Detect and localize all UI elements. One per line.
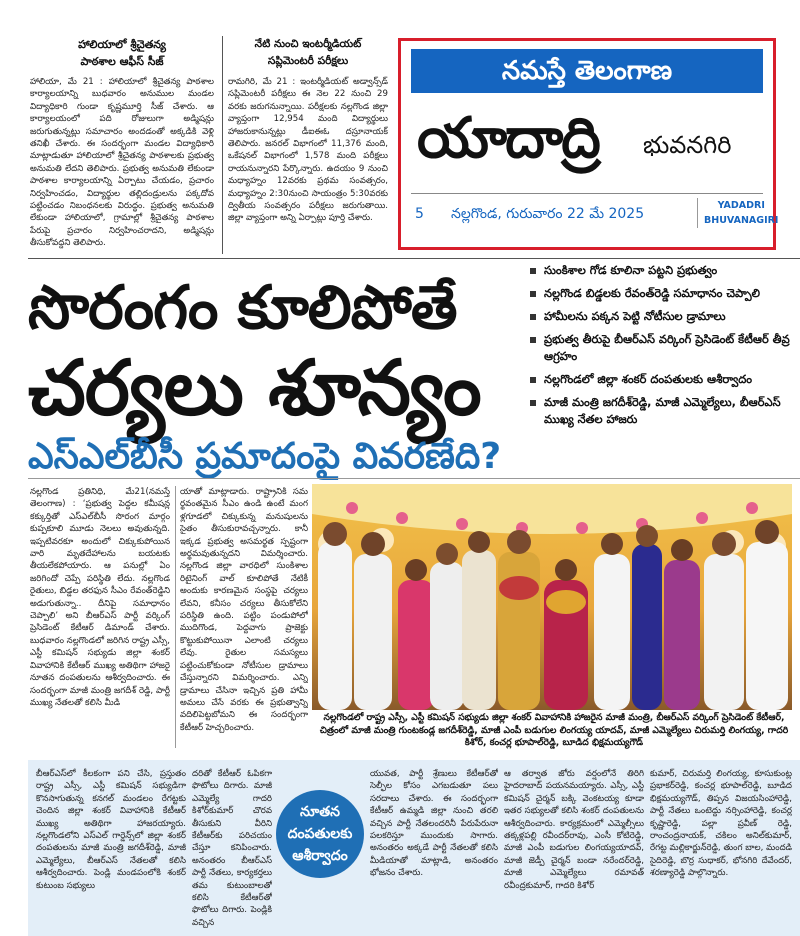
masthead-info-bar — [411, 193, 779, 238]
masthead-district-small: భువనగిరి — [643, 131, 732, 159]
section-divider — [28, 258, 800, 259]
wedding-photo — [312, 484, 792, 710]
edition-number: 5 — [415, 206, 424, 222]
story-headline — [30, 36, 214, 70]
main-headline-line-2: చర్యలు శూన్యం — [28, 343, 481, 432]
bottom-story-column-2: దరితో కేటీఆర్ ఓపికగా ఫొటోలు దిగారు. మాజీ ఎమ్మెల్యే గాదరి కిశోర్‌కుమార్ చొరవ తీసుకుని వీరిని కేటీఆర్‌కు పరిచయం చేస్తూ కనిపించారు. అనంతరం బీఆర్‌ఎస్ పార్టీ నేతలు, కార్యకర్తలు తమ కుటుంబాలతో కలిసి కేటీఆర్‌తో ఫొటోలు దిగారు. పెండ్లికి వచ్చిన — [192, 769, 272, 928]
masthead-district-big: యాదాద్రి — [417, 106, 599, 171]
masthead — [398, 38, 779, 250]
column-divider — [222, 36, 223, 254]
highlight-bullets — [530, 262, 792, 434]
story-headline — [228, 36, 388, 70]
main-headline-line-1: సొరంగం కూలిపోతే — [28, 273, 457, 343]
english-name-line: YADADRI — [717, 200, 765, 211]
main-story-column-1: నల్లగొండ ప్రతినిధి, మే21(నమస్తే తెలంగాణ) : ‘ప్రభుత్వ పెద్దల కమీషన్ల కక్కుర్తితో ఎస్ఎల్‌బీసీ సొరంగ మార్గం కుప్పకూలి మూడు నెలలు అవుతున్నది. ఇప్పటివరకూ అందులో చిక్కుకుపోయిన వారి మృతదేహాలను బయటకు తీయలేకపోయారు. ఆ పనుల్లో ఏం జరిగిందో చెప్పే పరిస్థితి లేదు. నల్లగొండ రైతులు, బిడ్డల తరఫున సీఎం రేవంత్‌రెడ్డిని అడుగుతున్నా.. దీనిపై సమాధానం చెప్పాలి’ అని బీఆర్‌ఎస్ పార్టీ వర్కింగ్ ప్రెసిడెంట్ కేటీఆర్ డిమాండ్ చేశారు. బుధవారం నల్లగొండలో జరిగిన రాష్ట్ర ఎస్సీ, ఎస్టీ కమిషన్ సభ్యుడు జిల్లా శంకర్ వివాహానికి కేటీఆర్ ముఖ్య అతిథిగా హాజరై నూతన దంపతులను ఆశీర్వదించారు. ఈ సందర్భంగా మాజీ మంత్రి జగదీశ్ రెడ్డి, పార్టీ ముఖ్య నేతలతో కలిసి మీడి — [30, 487, 170, 708]
newlyweds-blessing-badge: నూతన దంపతులకు ఆశీర్వాదం — [276, 790, 364, 878]
story-headline-line: హాలియాలో శ్రీచైతన్య — [78, 38, 166, 51]
bullet-item: హామీలను పక్కన పెట్టి నోటీసుల డ్రామాలు — [530, 308, 792, 325]
story-mid-top — [228, 36, 388, 254]
masthead-english-name — [697, 198, 778, 228]
bullet-item: ప్రభుత్వ తీరుపై బీఆర్‌ఎస్ వర్కింగ్ ప్రెసిడెంట్ కేటీఆర్ తీవ్ర ఆగ్రహం — [530, 331, 792, 365]
story-headline-line: సప్లిమెంటరీ పరీక్షలు — [267, 55, 349, 67]
main-story-column-2: యాతో మాట్లాడారు. రాష్ట్రానికి సమ ర్థవంతమైన సీఎం ఉండి ఉంటే మంగ ళ్లగూడలో చిక్కుకున్న మనుషులను సైతం తీసుకురావచ్చన్నారు. కానీ ఇక్కడ ప్రభుత్వ అసమర్థత స్పష్టంగా అర్థమవుతున్నదని విమర్శించారు. నల్లగొండ జిల్లా వారధిలో సుంకిశాల రిటైనింగ్ వాల్ కూలిపోతే నేటికీ అందుకు కారణమైన సంస్థపై చర్యలు లేవని, కనీసం చర్యలు తీసుకోలేని పరిస్థితి ఉంది. పట్టిం పండుపోలో ముదిగొండ, పెద్దవాగు ప్రాజెక్టు కొట్టుకుపోయినా ఎలాంటి చర్యలు లేవు. రైతుల సమస్యలు పట్టించుకోకుండా నోటీసుల డ్రామాలు చేస్తున్నారని విమర్శించారు. ఎన్ని డ్రామాలు చేసినా ఇచ్చిన ప్రతి హామీ అమలు చేసే వరకు ఈ ప్రభుత్వాన్ని వదిలిపెట్టబోమని ఈ సందర్భంగా కేటీఆర్ హెచ్చరించారు. — [180, 487, 308, 733]
story-headline-line: పాఠశాల ఆఫీస్ సీజ్ — [80, 55, 164, 68]
bottom-story-column-4: ఆ తర్వాత జోరు వర్షంలోనే తిరిగి హైదరాబాద్ పయనమయ్యారు. ఎస్సీ, ఎస్టీ కమిషన్ చైర్మన్ బక్కి వెంకటయ్య కూడా ఇతర సభ్యులతో కలిసి శంకర్ దంపతులను ఆశీర్వదించారు. కార్యక్రమంలో ఎమ్మెల్సీలు తక్కళ్లపల్లి రవీందర్‌రావు, ఎంసీ కోటిరెడ్డి, మాజీ ఎంపీ బడుగుల లింగయ్యయాదవ్, మాజీ జెడ్పీ చైర్మన్ బండా నరేందర్‌రెడ్డి, మాజీ ఎమ్మెల్యేలు రమావత్ రవీంద్రకుమార్, గాదరి కిశోర్ — [504, 769, 644, 891]
bottom-story-column-5: కుమార్, చిరుమర్తి లింగయ్య, కూసుకుంట్ల ప్రభాకర్‌రెడ్డి, కంచర్ల భూపాల్‌రెడ్డి, బూడిద భిక్షమయ్యగౌడ్, తిప్పన విజయసింహారెడ్డి, పార్టీ నేతలు ఒంటెద్దు నర్సింహారెడ్డి, కంచర్ల కృష్ణారెడ్డి, పల్లా ప్రవీణ్ రెడ్డి, రాంచంద్రనాయక్, చకిలం అనిల్‌కుమార్, రేగట్ట మల్లికార్జున్‌రెడ్డి, తుంగ బాల, మందడి సైదిరెడ్డి, బొర్ర సుధాకర్, భోనగిరి దేవేందర్, శరణ్యారెడ్డి పాల్గొన్నారు. — [650, 769, 792, 879]
date-line: నల్లగొండ, గురువారం 22 మే 2025 — [451, 206, 645, 222]
story-headline-line: నేటి నుంచి ఇంటర్మీడియట్ — [254, 38, 362, 50]
bullet-item: మాజీ మంత్రి జగదీశ్‌రెడ్డి, మాజీ ఎమ్మెల్యేలు, బీఆర్‌ఎస్ ముఖ్య నేతల హాజరు — [530, 394, 792, 428]
bottom-story-column-3: యువత, పార్టీ శ్రేణులు కేటీఆర్‌తో సెల్ఫీల కోసం ఎగబడుతూ పలు సరదాలు చేశారు. ఈ సందర్భంగా కేటీఆర్ ఉమ్మడి జిల్లా నుంచి తరలి వచ్చిన పార్టీ నేతలందరినీ పేరుపేరునా పలకరిస్తూ ముందుకు సాగారు. అనంతరం అక్కడే పార్టీ నేతలతో కలిసి మీడియాతో మాట్లాడి, అనంతరం భోజనం చేశారు. — [370, 769, 498, 879]
wedding-photo-image — [312, 484, 792, 710]
sub-headline: ఎస్ఎల్‌బీసీ ప్రమాదంపై వివరణేది? — [28, 436, 502, 477]
photo-caption: నల్లగొండలో రాష్ట్ర ఎస్సీ, ఎస్టీ కమిషన్ సభ్యుడు జిల్లా శంకర్ వివాహానికి హాజరైన మాజీ మంత్రి, బీఆర్‌ఎస్ వర్కింగ్ ప్రెసిడెంట్ కేటీఆర్, చిత్రంలో మాజీ మంత్రి గుంటకండ్ల జగదీశ్‌రెడ్డి, మాజీ ఎంపీ బడుగుల లింగయ్య యాదవ్, మాజీ ఎమ్మెల్యేలు చిరుమర్తి లింగయ్య, గాదరి కిశోర్, కంచర్ల భూపాల్‌రెడ్డి, బూడిద భిక్షమయ్యగౌడ్ — [319, 712, 789, 749]
masthead-paper-name: నమస్తే తెలంగాణ — [411, 49, 763, 93]
bullet-item: నల్లగొండ బిడ్డలకు రేవంత్‌రెడ్డి సమాధానం చెప్పాలి — [530, 285, 792, 302]
story-left-top — [30, 36, 214, 254]
bottom-story-column-1: బీఆర్‌ఎస్‌లో కీలకంగా పని చేసి, ప్రస్తుతం రాష్ట్ర ఎస్సీ, ఎస్టీ కమిషన్ సభ్యుడిగా కొనసాగుతున్న కనగల్ మండలం రేగట్టకు చెందిన జిల్లా శంకర్ వివాహానికి కేటీఆర్ ముఖ్య అతిథిగా హాజరయ్యారు. నల్లగొండలోని ఎస్‌ఎల్ గార్డెన్స్‌లో జిల్లా శంకర్ దంపతులను మాజీ మంత్రి జగదీశ్‌రెడ్డి, మాజీ ఎమ్మెల్యేలు, బీఆర్‌ఎస్ నేతలతో కలిసి ఆశీర్వదించారు. పెండ్లి మండపంలోకి శంకర్ కుటుంబ సభ్యులు — [36, 769, 186, 891]
english-name-line: BHUVANAGIRI — [704, 215, 779, 226]
story-body: హాలియా, మే 21 : హాలియాలో శ్రీచైతన్య పాఠశాల కార్యాలయాన్ని బుధవారం అనుముల మండల విద్యాధికారి గుండా కృష్ణమూర్తి సీజ్ చేశారు. ఆ కార్యాలయంలో పది రోజులుగా అడ్మిషన్లు జరుగుతున్నట్లు సమాచారం అందడంతో అక్కడికి వెళ్లి తనిఖీ చేశారు. ఈ సందర్భంగా మండల విద్యాధికారి మాట్లాడుతూ హాలియాలో శ్రీచైతన్య పాఠశాలకు ప్రభుత్వ అనుమతి లేదని తెలిపారు. ప్రభుత్వ అనుమతి లేకుండా పాఠశాల కార్యాలయాన్ని ఏర్పాటు చేయడం, ప్రచారం నిర్వహించడం, విద్యార్థుల తల్లిదండ్రులను పక్కదోవ పట్టించడం నిబంధనలకు విరుద్ధం. ప్రభుత్వ అనుమతి లేకుండా హాలియాలో, గ్రామాల్లో శ్రీచైతన్య పాఠశాల పేరుపై ప్రచారం నిర్వహించరాదని, అడ్మిషన్లు తీసుకోవద్దని తెలిపారు. — [30, 77, 214, 249]
bullet-item: నల్లగొండలో జిల్లా శంకర్ దంపతులకు ఆశీర్వాదం — [530, 371, 792, 388]
column-divider — [175, 486, 176, 748]
section-divider — [28, 478, 800, 479]
story-body: రామగిరి, మే 21 : ఇంటర్మీడియట్ అడ్వాన్స్‌డ్ సప్లిమెంటరీ పరీక్షలు ఈ నెల 22 నుంచి 29 వరకు జరుగనున్నాయి. పరీక్షలకు నల్లగొండ జిల్లా వ్యాప్తంగా 12,954 మంది విద్యార్థులు హాజరుకానున్నట్లు డీఐఈఓ దస్రూనాయక్ తెలిపారు. జనరల్ విభాగంలో 11,376 మంది, ఒకేషనల్ విభాగంలో 1,578 మంది పరీక్షలు రాయనున్నారని పేర్కొన్నారు. ఉదయం 9 నుంచి మధ్యాహ్నం 12వరకు ప్రథమ సంవత్సరం, మధ్యాహ్నం 2:30నుంచి సాయంత్రం 5:30వరకు ద్వితీయ సంవత్సరం పరీక్షలు జరుగుతాయి. జిల్లా వ్యాప్తంగా అన్ని ఏర్పాట్లు పూర్తి చేశారు. — [228, 77, 388, 224]
bullet-item: సుంకిశాల గోడ కూలినా పట్టని ప్రభుత్వం — [530, 262, 792, 279]
